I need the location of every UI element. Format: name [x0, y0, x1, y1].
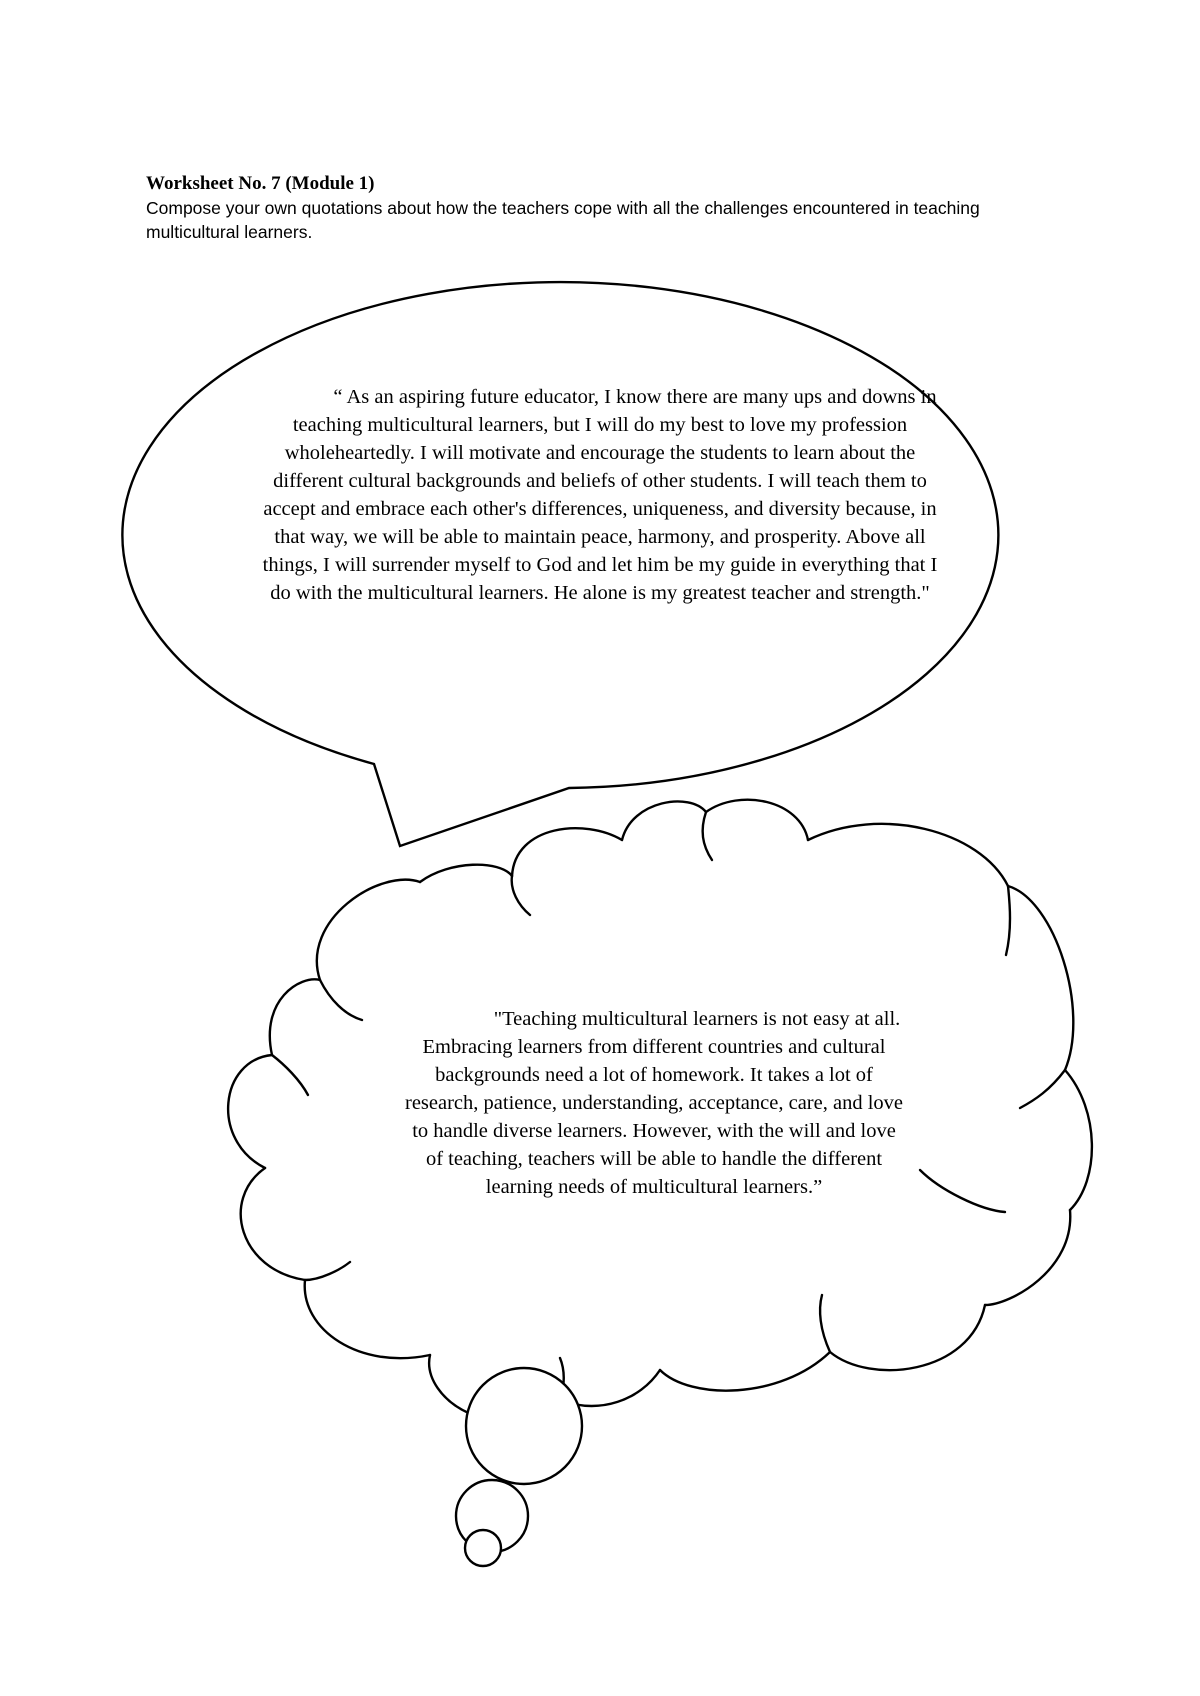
thought-trail-large-circle — [466, 1368, 582, 1484]
thought-trail-small-circle — [465, 1530, 501, 1566]
worksheet-title: Worksheet No. 7 (Module 1) — [146, 173, 375, 194]
thought-bubble-quote: "Teaching multicultural learners is not easy at all. Embracing learners from different countries and cultural backgrounds need a lot of homework. It takes a lot of research, patience, understanding, acceptance, care, and love to handle diverse learners. However, with the will and love of teaching, teachers will be able to handle the different learning needs of multicultural learners.” — [405, 1008, 903, 1198]
speech-bubble-quote: “ As an aspiring future educator, I know there are many ups and downs in teaching multicultural learners, but I will do my best to love my profession wholeheartedly. I will motivate and encourage the students to learn about the different cultural backgrounds and beliefs of other students. I will teach them to accept and embrace each other's differences, uniqueness, and diversity because, in that way, we will be able to maintain peace, harmony, and prosperity. Above all things, I will surrender myself to God and let him be my guide in everything that I do with the multicultural learners. He alone is my greatest teacher and strength." — [262, 386, 938, 604]
worksheet-instructions: Compose your own quotations about how the teachers cope with all the challenges encountered in teaching multicultural learners. — [146, 198, 980, 242]
